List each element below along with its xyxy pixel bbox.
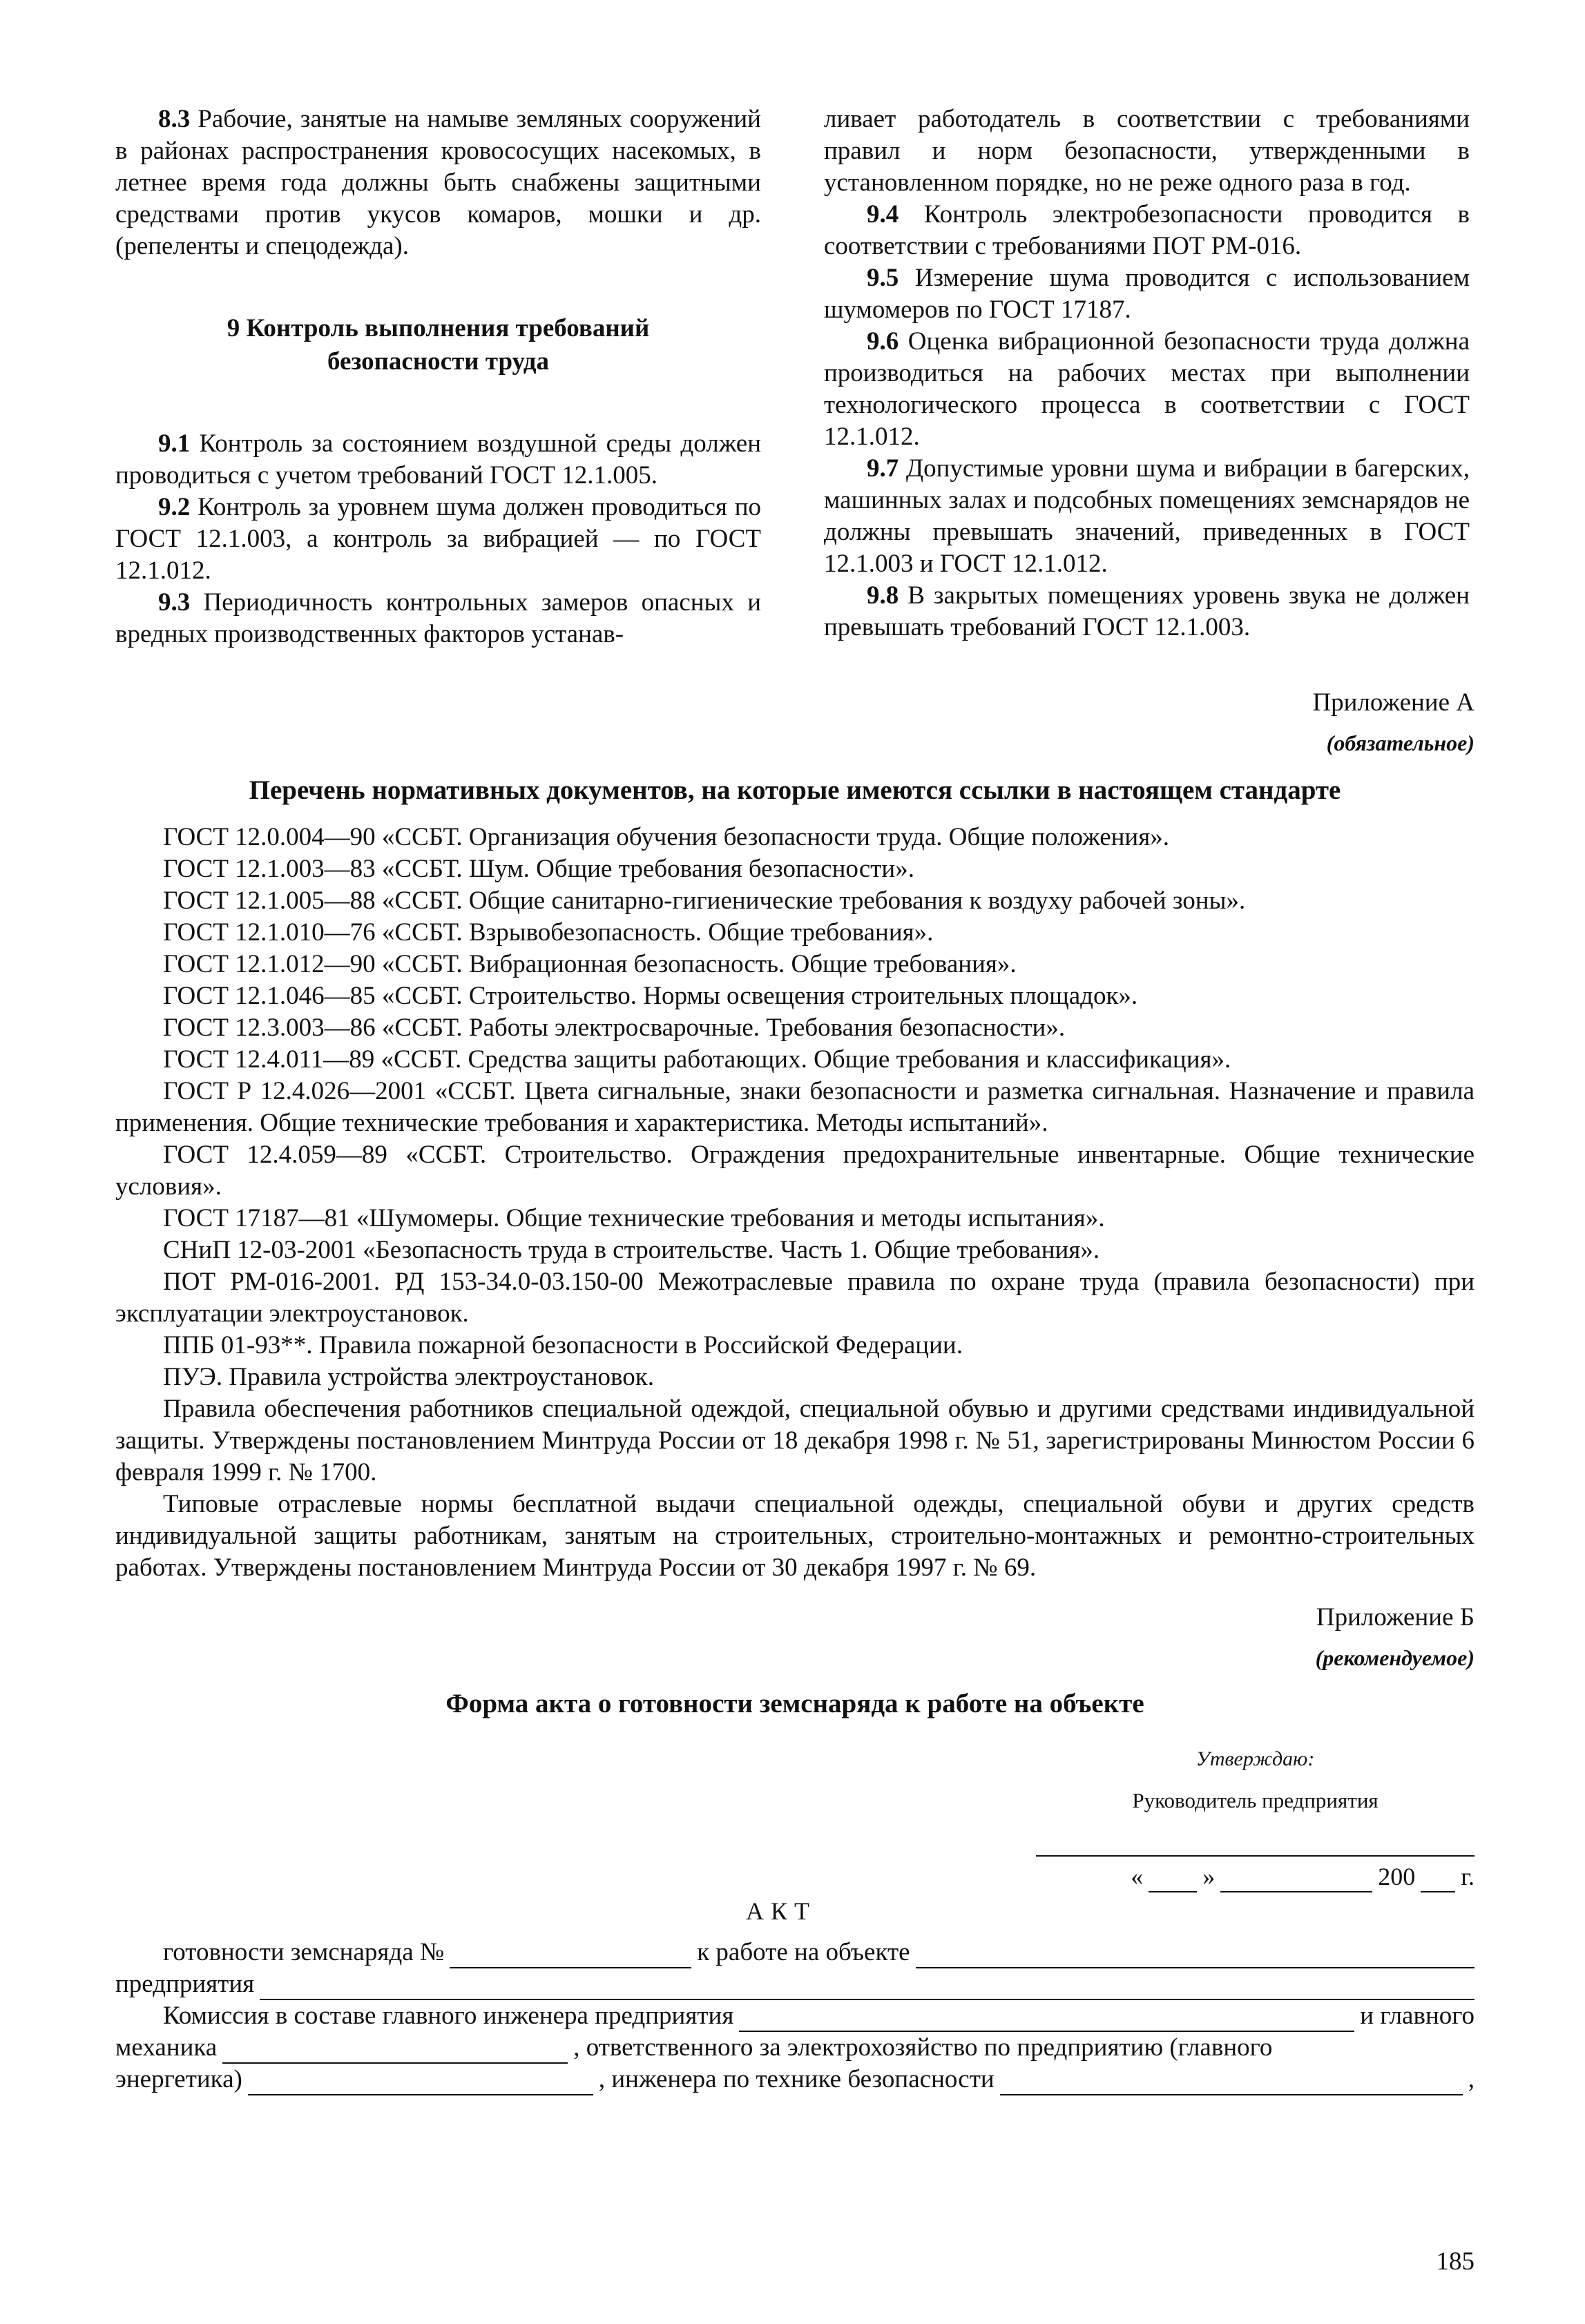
page-number: 185 bbox=[1436, 2247, 1474, 2276]
section-9-title bbox=[115, 312, 761, 378]
act-heading: АКТ bbox=[746, 1897, 816, 1925]
appendix-b-status: (рекомендуемое) bbox=[1315, 1645, 1474, 1670]
object-field[interactable] bbox=[916, 1944, 1474, 1968]
dredger-number-field[interactable] bbox=[450, 1944, 691, 1968]
paragraph-number: 9.4 bbox=[867, 200, 899, 229]
power-engineer-field[interactable] bbox=[248, 2071, 593, 2095]
form-label: энергетика) bbox=[115, 2065, 242, 2093]
paragraph-9-5 bbox=[824, 262, 1470, 326]
paragraph-text: Допустимые уровни шума и вибрации в багерских, машинных залах и подсобных помещениях земснарядов не должны превышать значений, приведенных в ГОСТ 12.1.003 и ГОСТ 12.1.012. bbox=[824, 454, 1470, 578]
paragraph-9-3-continued: ливает работодатель в соответствии с требованиями правил и норм безопасности, утвержденными в установленном порядке, но не реже одного раза в год. bbox=[824, 105, 1470, 197]
paragraph-text: Измерение шума проводится с использованием шумомеров по ГОСТ 17187. bbox=[824, 264, 1470, 324]
form-label: , ответственного за электрохозяйство по предприятию (главного bbox=[573, 2033, 1273, 2062]
section-title-line: безопасности труда bbox=[327, 347, 549, 376]
date-year-suffix: г. bbox=[1461, 1863, 1474, 1890]
paragraph-text: Контроль за уровнем шума должен проводиться по ГОСТ 12.1.003, а контроль за вибрацией — по ГОСТ 12.1.012. bbox=[115, 493, 761, 585]
chief-mechanic-field[interactable] bbox=[222, 2039, 568, 2064]
approval-title: Утверждаю: bbox=[1195, 1747, 1315, 1770]
paragraph-number: 9.5 bbox=[867, 264, 899, 292]
section-title-line: 9 Контроль выполнения требований bbox=[227, 314, 650, 342]
form-line-5 bbox=[115, 2064, 1474, 2095]
form-label: , инженера по технике безопасности bbox=[598, 2065, 995, 2093]
date-day-field[interactable] bbox=[1149, 1866, 1197, 1892]
appendix-a-title: Перечень нормативных документов, на которые имеются ссылки в настоящем стандарте bbox=[249, 775, 1341, 805]
reference-item: Правила обеспечения работников специальной одеждой, специальной обувью и другими средствами индивидуальной защиты. Утверждены постановлением Минтруда России от 18 декабря 1998 г. № 51, зарегистрированы Минюстом России 6 февраля 1999 г. № 1700. bbox=[115, 1395, 1474, 1487]
paragraph-number: 9.6 bbox=[867, 327, 899, 356]
reference-item: ГОСТ 17187—81 «Шумомеры. Общие технические требования и методы испытания». bbox=[163, 1204, 1105, 1232]
paragraph-9-1 bbox=[115, 428, 761, 492]
paragraph-text: Оценка вибрационной безопасности труда должна производиться на рабочих местах при выполнении технологического процесса в соответствии с ГОСТ 12.1.012. bbox=[824, 327, 1470, 451]
reference-list bbox=[115, 822, 1474, 1584]
reference-item: ППБ 01-93**. Правила пожарной безопасности в Российской Федерации. bbox=[163, 1331, 963, 1359]
form-label: механика bbox=[115, 2033, 218, 2062]
reference-item: ГОСТ 12.1.003—83 «ССБТ. Шум. Общие требования безопасности». bbox=[163, 855, 914, 883]
reference-item: СНиП 12-03-2001 «Безопасность труда в строительстве. Часть 1. Общие требования». bbox=[163, 1236, 1100, 1264]
paragraph-9-8 bbox=[824, 580, 1470, 643]
reference-item: ПУЭ. Правила устройства электроустановок. bbox=[163, 1363, 655, 1391]
paragraph-9-4 bbox=[824, 199, 1470, 262]
form-line-3 bbox=[115, 2000, 1474, 2032]
appendix-b-title: Форма акта о готовности земснаряда к работе на объекте bbox=[445, 1689, 1144, 1718]
form-line-4 bbox=[115, 2032, 1474, 2064]
paragraph-text: В закрытых помещениях уровень звука не должен превышать требований ГОСТ 12.1.003. bbox=[824, 581, 1470, 641]
right-column bbox=[824, 104, 1470, 643]
form-label: к работе на объекте bbox=[697, 1938, 910, 1966]
safety-engineer-field[interactable] bbox=[1000, 2071, 1463, 2095]
appendix-a-status: (обязательное) bbox=[1326, 730, 1474, 755]
approval-date bbox=[1036, 1861, 1474, 1892]
date-close-quote: » bbox=[1202, 1863, 1216, 1890]
paragraph-text: Периодичность контрольных замеров опасных и вредных производственных факторов устанав- bbox=[115, 588, 761, 648]
reference-item: ГОСТ Р 12.4.026—2001 «ССБТ. Цвета сигнальные, знаки безопасности и разметка сигнальная. Назначение и правила применения. Общие технические требования и характеристика. Методы испытаний». bbox=[115, 1077, 1474, 1137]
reference-item: ГОСТ 12.1.005—88 «ССБТ. Общие санитарно-гигиенические требования к воздуху рабочей зоны». bbox=[163, 887, 1246, 915]
reference-item: ГОСТ 12.1.010—76 «ССБТ. Взрывобезопасность. Общие требования». bbox=[163, 918, 934, 947]
paragraph-number: 8.3 bbox=[158, 105, 191, 133]
date-open-quote: « bbox=[1131, 1863, 1144, 1890]
date-year-prefix: 200 bbox=[1378, 1863, 1416, 1890]
paragraph-9-3 bbox=[115, 587, 761, 650]
paragraph-text: Рабочие, занятые на намыве земляных сооружений в районах распространения кровососущих насекомых, в летнее время года должны быть снабжены защитными средствами против укусов комаров, мошки и др. (репеленты и спецодежда). bbox=[115, 105, 761, 260]
reference-item: ГОСТ 12.4.059—89 «ССБТ. Строительство. Ограждения предохранительные инвентарные. Общие технические условия». bbox=[115, 1141, 1474, 1201]
reference-item: ГОСТ 12.1.046—85 «ССБТ. Строительство. Нормы освещения строительных площадок». bbox=[163, 982, 1138, 1010]
paragraph-8-3 bbox=[115, 104, 761, 262]
form-label: готовности земснаряда № bbox=[163, 1938, 445, 1966]
appendix-a-label: Приложение А bbox=[1312, 688, 1474, 717]
approval-block bbox=[1036, 1743, 1474, 1892]
enterprise-field[interactable] bbox=[260, 1975, 1474, 2000]
approval-signatory: Руководитель предприятия bbox=[1132, 1788, 1379, 1812]
reference-item: ГОСТ 12.4.011—89 «ССБТ. Средства защиты работающих. Общие требования и классификация». bbox=[163, 1045, 1231, 1074]
reference-item: ГОСТ 12.1.012—90 «ССБТ. Вибрационная безопасность. Общие требования». bbox=[163, 950, 1017, 978]
form-line-1 bbox=[115, 1937, 1474, 1968]
date-year-field[interactable] bbox=[1421, 1866, 1455, 1892]
reference-item: ПОТ РМ-016-2001. РД 153-34.0-03.150-00 Межотраслевые правила по охране труда (правила безопасности) при эксплуатации электроустановок. bbox=[115, 1268, 1474, 1328]
paragraph-number: 9.7 bbox=[867, 454, 899, 483]
paragraph-9-6 bbox=[824, 326, 1470, 453]
chief-engineer-field[interactable] bbox=[739, 2007, 1354, 2032]
paragraph-text: Контроль электробезопасности проводится в соответствии с требованиями ПОТ РМ-016. bbox=[824, 200, 1470, 260]
reference-item: ГОСТ 12.0.004—90 «ССБТ. Организация обучения безопасности труда. Общие положения». bbox=[163, 823, 1169, 851]
appendix-b-label: Приложение Б bbox=[1316, 1603, 1474, 1631]
reference-item: Типовые отраслевые нормы бесплатной выдачи специальной одежды, специальной обуви и других средств индивидуальной защиты работникам, занятым на строительных, строительно-монтажных и ремонтно-строительных работах. Утверждены постановлением Минтруда России от 30 декабря 1997 г. № 69. bbox=[115, 1490, 1474, 1582]
form-label: Комиссия в составе главного инженера предприятия bbox=[163, 2002, 734, 2030]
left-column bbox=[115, 104, 761, 650]
form-label: предприятия bbox=[115, 1970, 255, 1998]
paragraph-9-2 bbox=[115, 492, 761, 587]
paragraph-number: 9.3 bbox=[158, 588, 191, 617]
paragraph-number: 9.8 bbox=[867, 581, 899, 610]
date-month-field[interactable] bbox=[1220, 1866, 1372, 1892]
reference-item: ГОСТ 12.3.003—86 «ССБТ. Работы электросварочные. Требования безопасности». bbox=[163, 1014, 1066, 1042]
signature-line[interactable] bbox=[1036, 1823, 1474, 1857]
paragraph-9-7 bbox=[824, 453, 1470, 580]
form-line-2 bbox=[115, 1968, 1474, 2000]
form-label: и главного bbox=[1360, 2002, 1474, 2030]
paragraph-number: 9.1 bbox=[158, 429, 191, 458]
paragraph-number: 9.2 bbox=[158, 493, 191, 521]
form-label: , bbox=[1468, 2065, 1474, 2093]
paragraph-text: Контроль за состоянием воздушной среды должен проводиться с учетом требований ГОСТ 12.1.005. bbox=[115, 429, 761, 490]
